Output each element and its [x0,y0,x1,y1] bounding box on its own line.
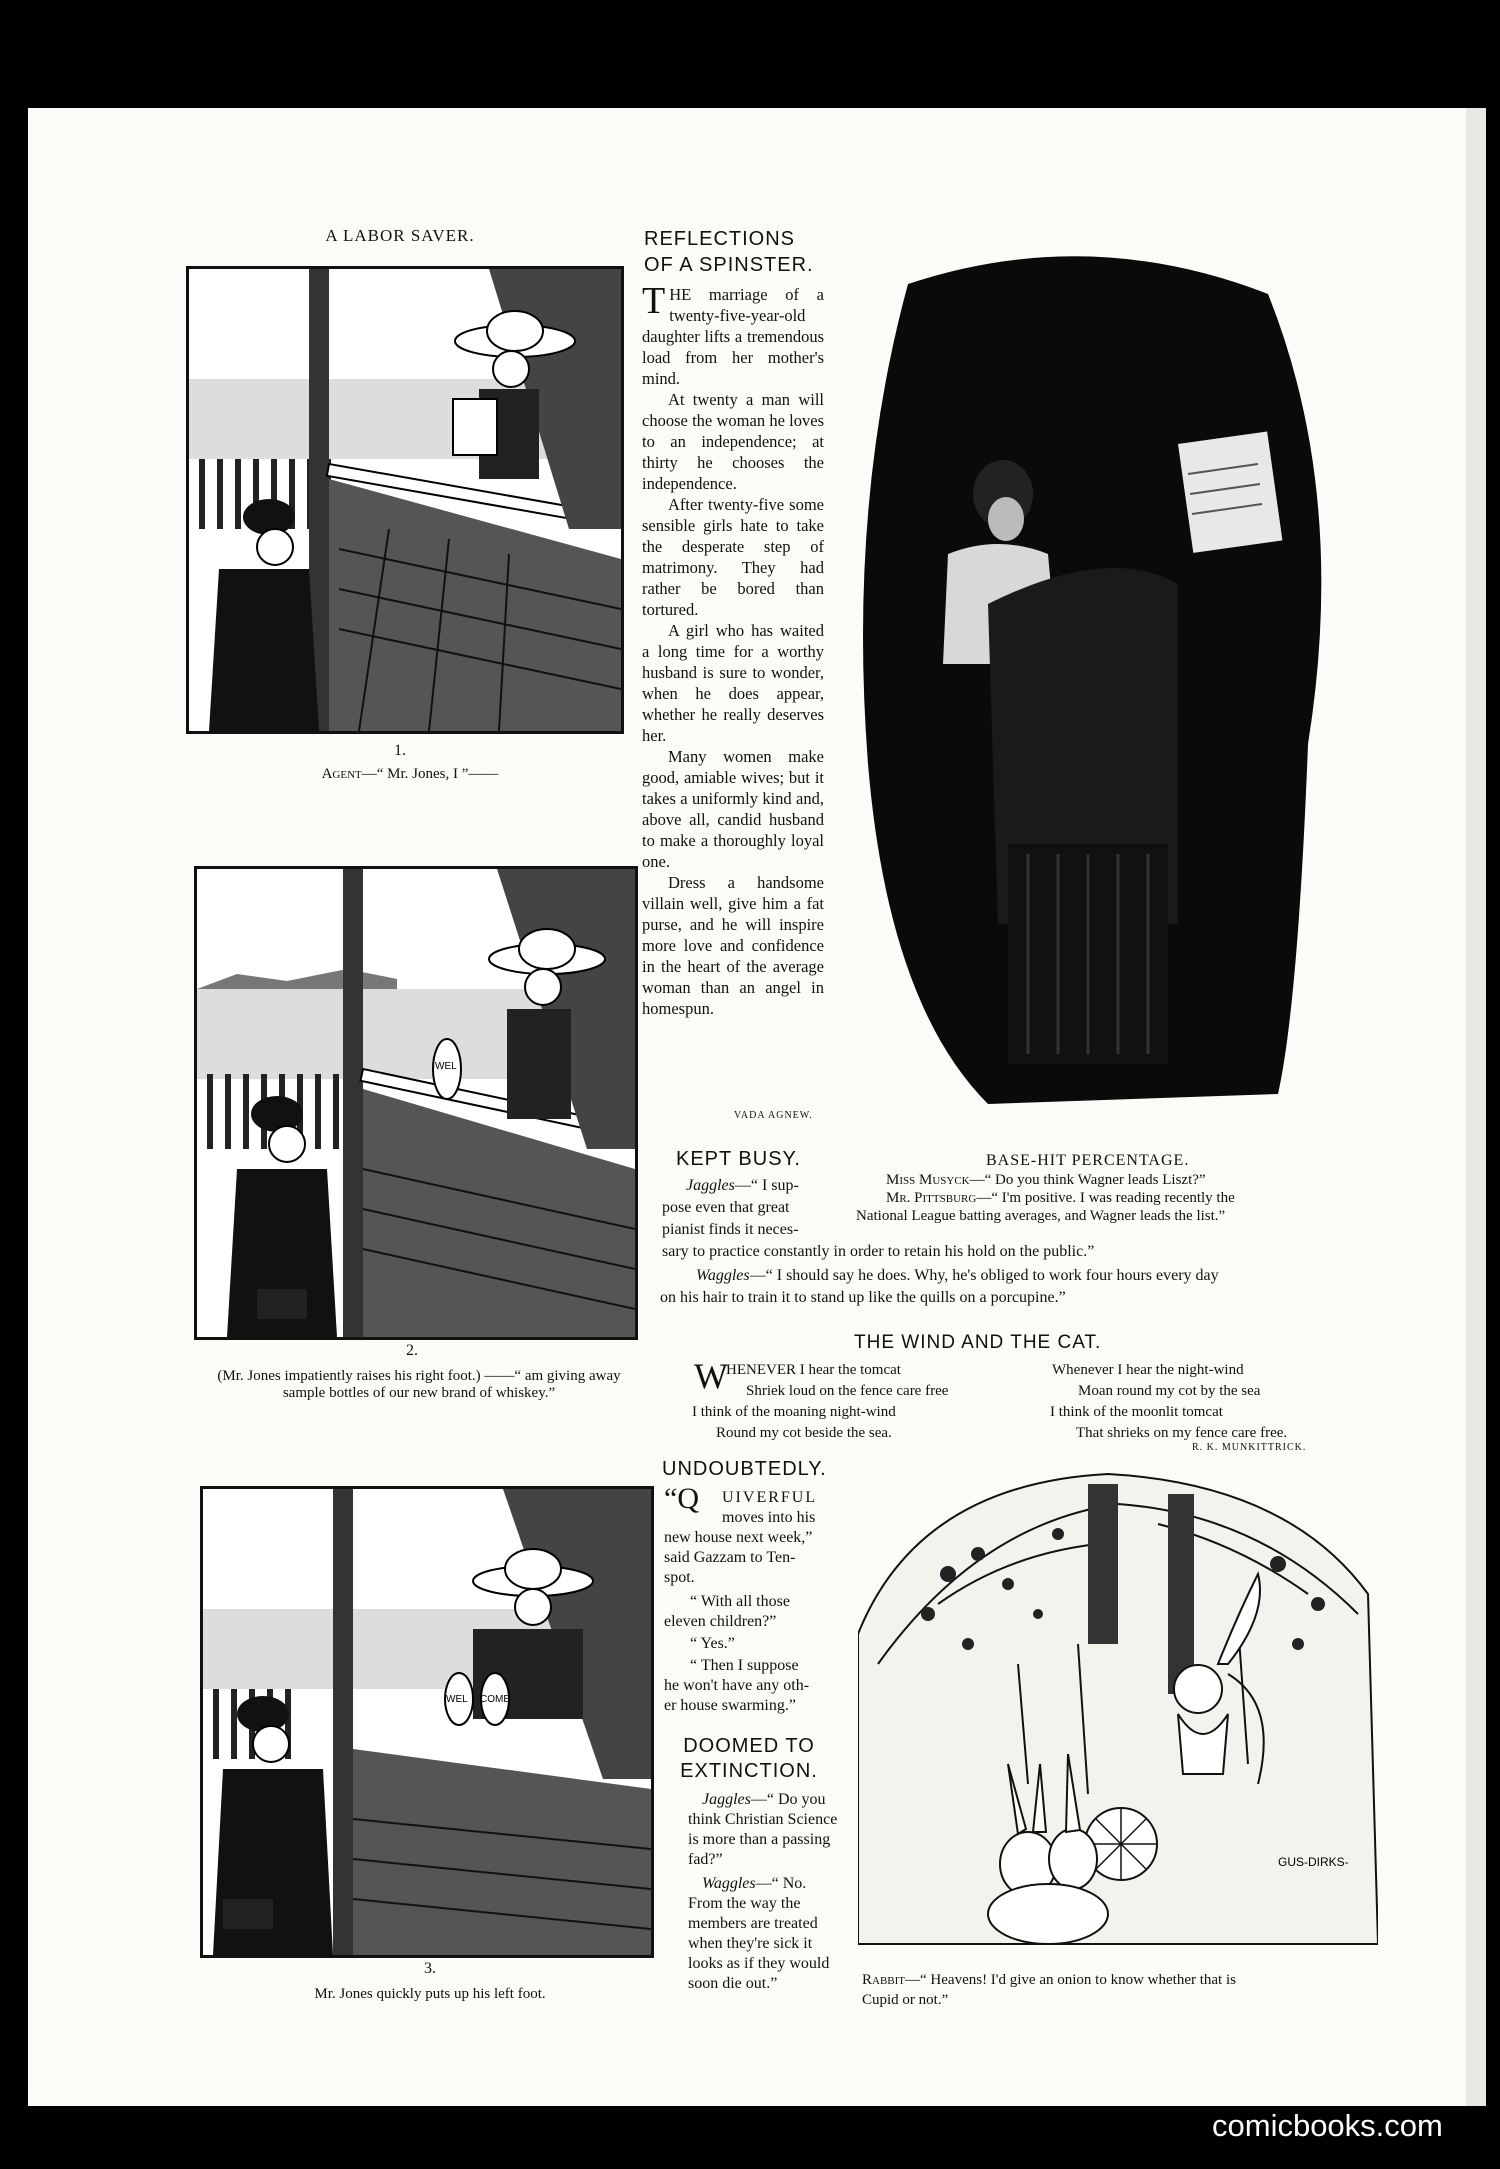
watermark: comicbooks.com [1212,2108,1443,2143]
kept-busy-line-5: Waggles—“ I should say he does. Why, he's obliged to work four hours every day [696,1267,1219,1284]
wind-cat-right-2: Moan round my cot by the sea [1078,1383,1261,1399]
speaker-waggles: Waggles [696,1267,750,1284]
undoubtedly-line-6: “ With all those [690,1593,790,1610]
undoubtedly-line-11: er house swarming.” [664,1697,796,1714]
kept-busy-line-6: on his hair to train it to stand up like the quills on a porcupine.” [660,1289,1066,1306]
speaker-mr-pittsburg: Mr. Pittsburg [886,1190,977,1206]
doomed-line-2: think Christian Science [688,1811,838,1828]
wel-sign: WEL [435,1061,457,1072]
speaker-jaggles: Jaggles [686,1177,735,1194]
undoubtedly-line-4: said Gazzam to Ten- [664,1549,796,1566]
panel-2-caption: (Mr. Jones impatiently raises his right foot.) ——“ am giving away sample bottles of our new brand of whiskey.” [217,1368,621,1401]
doomed-line-7: members are treated [688,1915,818,1932]
doomed-line-3: is more than a passing [688,1831,831,1848]
reflections-para-1: THE marriage of a twenty-five-year-old daughter lifts a tremendous load from her mother's mind. [642,280,824,388]
doomed-line-8: when they're sick it [688,1935,813,1952]
artist-signature: GUS-DIRKS- [1278,1855,1349,1869]
undoubtedly-line-9: “ Then I suppose [690,1657,799,1674]
undoubtedly-line-1: UIVERFUL [722,1489,818,1506]
reflections-dropcap: T [642,280,666,322]
wind-cat-right-3: I think of the moonlit tomcat [1050,1404,1223,1420]
reflections-title [644,226,844,278]
comic-panel-1 [186,266,624,734]
panel-3-number: 3. [424,1960,436,1977]
panel-1-speaker: Agent [321,766,362,782]
reflections-author: VADA AGNEW. [734,1110,813,1121]
wind-cat-right-4: That shrieks on my fence care free. [1076,1425,1288,1441]
base-hit-line-3: National League batting averages, and Wagner leads the list.” [856,1208,1226,1224]
reflections-para-2: At twenty a man will choose the woman he loves to an independence; at thirty he chooses the independence. [642,390,824,493]
doomed-title-line1: DOOMED TO [683,1735,815,1757]
wind-cat-left-1: HENEVER I hear the tomcat [726,1362,901,1378]
wind-cat-left-3: I think of the moaning night-wind [692,1404,896,1420]
wind-cat-dropcap: W [694,1356,728,1396]
kept-busy-line-2: pose even that great [662,1199,790,1216]
cupid-rabbit-illustration [858,1464,1378,1964]
reflections-title-line1: REFLECTIONS [644,228,796,250]
rabbit-caption-line-1: Rabbit—“ Heavens! I'd give an onion to know whether that is [862,1972,1236,1988]
panel-3-caption: Mr. Jones quickly puts up his left foot. [314,1986,546,2002]
labor-saver-title: A LABOR SAVER. [325,226,475,245]
wind-cat-author: R. K. MUNKITTRICK. [1192,1442,1307,1453]
reflections-body [642,280,824,1019]
reflections-para-6: Dress a handsome villain well, give him a fat purse, and he will inspire more love and confidence in the heart of the average woman than an angel in homespun. [642,873,824,1018]
panel-1-number: 1. [394,742,406,759]
undoubtedly-line-3: new house next week,” [664,1529,813,1546]
undoubtedly-line-5: spot. [664,1569,695,1586]
wel-sign-left: WEL [446,1694,468,1705]
reflections-title-line2: OF A SPINSTER. [644,254,814,276]
panel-1-caption [260,766,560,783]
wind-cat-title: THE WIND AND THE CAT. [854,1332,1102,1353]
comic-panel-3 [200,1486,654,1958]
undoubtedly-line-7: eleven children?” [664,1613,777,1630]
kept-busy-line-3: pianist finds it neces- [662,1221,799,1238]
come-sign-right: COME [480,1694,510,1705]
kept-busy-line-1: Jaggles—“ I sup- [686,1177,799,1194]
page-edge [1466,108,1486,2106]
doomed-line-4: fad?” [688,1851,723,1868]
undoubtedly-line-2: moves into his [722,1509,816,1526]
doomed-line-1: Jaggles—“ Do you [702,1791,826,1808]
wind-cat-left-4: Round my cot beside the sea. [716,1425,892,1441]
panel-2-number: 2. [406,1342,418,1359]
doomed-title-line2: EXTINCTION. [680,1760,818,1782]
panel-1-caption-text: —“ Mr. Jones, I ”—— [361,766,499,782]
comic-panel-2 [194,866,638,1340]
undoubtedly-line-8: “ Yes.” [690,1635,735,1652]
rabbit-caption-line-2: Cupid or not.” [862,1992,949,2008]
reflections-para-5: Many women make good, amiable wives; but it takes a uniformly kind and, above all, candid husband to make a thoroughly loyal one. [642,747,824,871]
base-hit-title: BASE-HIT PERCENTAGE. [986,1152,1190,1169]
kept-busy-title: KEPT BUSY. [676,1148,801,1170]
doomed-line-5: Waggles—“ No. [702,1875,807,1892]
undoubtedly-line-10: he won't have any oth- [664,1677,810,1694]
undoubtedly-title: UNDOUBTEDLY. [662,1458,827,1480]
wind-cat-left-2: Shriek loud on the fence care free [746,1383,949,1399]
wind-cat-right-1: Whenever I hear the night-wind [1052,1362,1244,1378]
base-hit-line-1: Miss Musyck—“ Do you think Wagner leads Liszt?” [886,1172,1206,1188]
speaker-rabbit: Rabbit [862,1972,906,1988]
doomed-speaker-waggles: Waggles [702,1875,756,1892]
doomed-speaker-jaggles: Jaggles [702,1791,751,1808]
speaker-miss-musyck: Miss Musyck [886,1172,970,1188]
kept-busy-line-4: sary to practice constantly in order to retain his hold on the public.” [662,1243,1095,1260]
base-hit-line-2: Mr. Pittsburg—“ I'm positive. I was reading recently the [886,1190,1235,1206]
piano-illustration [848,244,1328,1124]
doomed-title [664,1734,834,1784]
doomed-line-10: soon die out.” [688,1975,778,1992]
undoubtedly-dropcap: “Q [664,1482,699,1515]
doomed-line-6: From the way the [688,1895,801,1912]
reflections-para-3: After twenty-five some sensible girls hate to take the desperate step of matrimony. They had rather be bored than tortured. [642,495,824,619]
reflections-para-4: A girl who has waited a long time for a worthy husband is sure to wonder, when he does appear, whether he really deserves her. [642,621,824,745]
doomed-line-9: looks as if they would [688,1955,830,1972]
